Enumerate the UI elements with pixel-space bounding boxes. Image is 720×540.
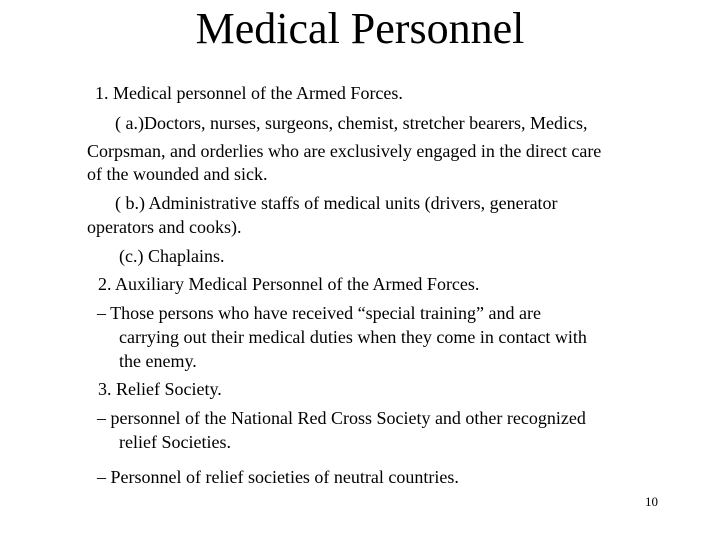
list-item-2-bullet-line-1: – Those persons who have received “special training” and are xyxy=(97,303,541,323)
list-item-1-heading: 1. Medical personnel of the Armed Forces. xyxy=(95,83,403,103)
sub-item-b-line-2: operators and cooks). xyxy=(87,217,242,237)
sub-item-a-line-2: Corpsman, and orderlies who are exclusively engaged in the direct care xyxy=(87,141,602,161)
list-item-2-heading: 2. Auxiliary Medical Personnel of the Armed Forces. xyxy=(98,274,480,294)
list-item-3-bullet-1-line-2: relief Societies. xyxy=(119,432,231,452)
slide-title: Medical Personnel xyxy=(195,4,525,53)
list-item-2-bullet-line-2: carrying out their medical duties when they come in contact with xyxy=(119,327,587,347)
sub-item-a-line-1: ( a.)Doctors, nurses, surgeons, chemist, stretcher bearers, Medics, xyxy=(115,113,588,133)
sub-item-a-line-3: of the wounded and sick. xyxy=(87,164,268,184)
sub-item-b-line-1: ( b.) Administrative staffs of medical units (drivers, generator xyxy=(115,193,558,213)
page-number: 10 xyxy=(645,494,658,509)
list-item-3-heading: 3. Relief Society. xyxy=(98,379,222,399)
sub-item-c: (c.) Chaplains. xyxy=(119,246,225,266)
list-item-3-bullet-1-line-1: – personnel of the National Red Cross Society and other recognized xyxy=(97,408,586,428)
list-item-3-bullet-2: – Personnel of relief societies of neutral countries. xyxy=(97,467,459,487)
list-item-2-bullet-line-3: the enemy. xyxy=(119,351,197,371)
